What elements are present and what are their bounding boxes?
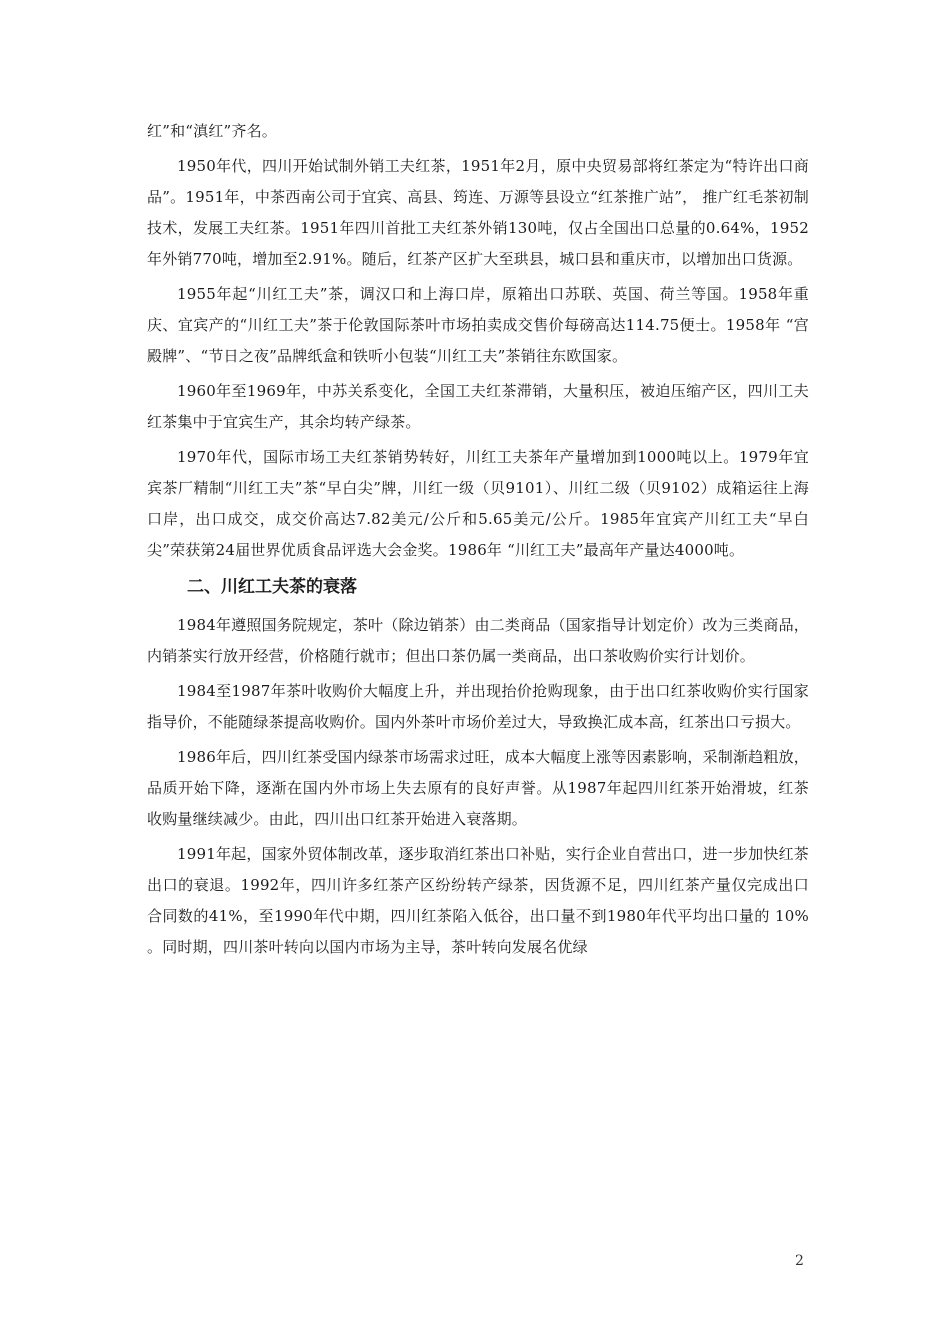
paragraph-3: 1955年起“川红工夫”茶，调汉口和上海口岸，原箱出口苏联、英国、荷兰等国。1958年重庆、宜宾产的“川红工夫”茶于伦敦国际茶叶市场拍卖成交售价每磅高达114.75便士。1958年 “宫殿牌”、“节日之夜”品牌纸盒和铁听小包装“川红工夫”茶销往东欧国家。 [147,285,809,365]
paragraph-7: 1984至1987年茶叶收购价大幅度上升，并出现抬价抢购现象，由于出口红茶收购价实行国家指导价，不能随绿茶提高收购价。国内外茶叶市场价差过大，导致换汇成本高，红茶出口亏损大。 [147,682,809,731]
paragraph-6: 1984年遵照国务院规定，茶叶（除边销茶）由二类商品（国家指导计划定价）改为三类商品，内销茶实行放开经营，价格随行就市；但出口茶仍属一类商品，出口茶收购价实行计划价。 [147,616,809,665]
paragraph-9: 1991年起，国家外贸体制改革，逐步取消红茶出口补贴，实行企业自营出口，进一步加快红茶出口的衰退。1992年，四川许多红茶产区纷纷转产绿茶，因货源不足，四川红茶产量仅完成出口合同数的41%，至1990年代中期，四川红茶陷入低谷，出口量不到1980年代平均出口量的 10% 。同时期，四川茶叶转向以国内市场为主导，茶叶转向发展名优绿 [147,845,809,956]
page-number: 2 [795,1253,804,1269]
section-heading: 二、川红工夫茶的衰落 [187,577,357,597]
paragraph-8: 1986年后，四川红茶受国内绿茶市场需求过旺，成本大幅度上涨等因素影响，采制渐趋粗放，品质开始下降，逐渐在国内外市场上失去原有的良好声誉。从1987年起四川红茶开始滑坡，红茶收购量继续减少。由此，四川出口红茶开始进入衰落期。 [147,748,809,828]
paragraph-5: 1970年代，国际市场工夫红茶销势转好，川红工夫茶年产量增加到1000吨以上。1979年宜宾茶厂精制“川红工夫”茶“早白尖”牌，川红一级（贝9101）、川红二级（贝9102）成箱运往上海口岸，出口成交，成交价高达7.82美元/公斤和5.65美元/公斤。1985年宜宾产川红工夫“早白尖”荣获第24届世界优质食品评选大会金奖。1986年 “川红工夫”最高年产量达4000吨。 [147,448,809,559]
paragraph-1: 红”和“滇红”齐名。 [147,122,278,140]
paragraph-4: 1960年至1969年，中苏关系变化，全国工夫红茶滞销，大量积压，被迫压缩产区，四川工夫红茶集中于宜宾生产，其余均转产绿茶。 [147,382,809,431]
document-body [147,116,809,967]
paragraph-2: 1950年代，四川开始试制外销工夫红茶，1951年2月，原中央贸易部将红茶定为“特许出口商品”。1951年，中茶西南公司于宜宾、高县、筠连、万源等县设立“红茶推广站”， 推广红毛茶初制技术，发展工夫红茶。1951年四川首批工夫红茶外销130吨，仅占全国出口总量的0.64%，1952年外销770吨，增加至2.91%。随后，红茶产区扩大至珙县，城口县和重庆市，以增加出口货源。 [147,157,809,268]
